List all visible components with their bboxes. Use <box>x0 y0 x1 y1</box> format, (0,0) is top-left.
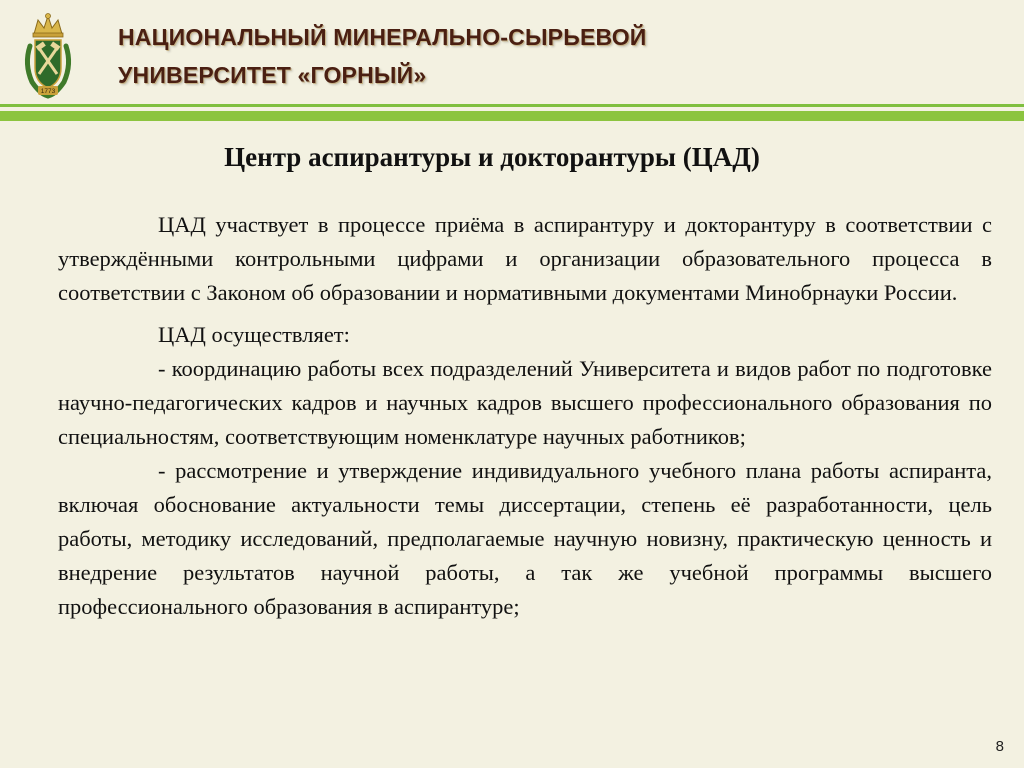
list-item-coordination: - координацию работы всех подразделений Университета и видов работ по подготовке научно-педагогических кадров и научных кадров высшего профессионального образования по специальностям, соответствующим номенклатуре научных работников; <box>58 356 992 449</box>
list-item-study-plan: - рассмотрение и утверждение индивидуального учебного плана работы аспиранта, включая обоснование актуальности темы диссертации, степень её разработанности, цель работы, методику исследований, предполагаемые научную новизну, практическую ценность и внедрение результатов научной работы, а так же учебной программы высшего профессионального образования в аспирантуре; <box>58 458 992 619</box>
paragraph-functions-heading: ЦАД осуществляет: <box>158 322 350 347</box>
paragraph-intro: ЦАД участвует в процессе приёма в аспирантуру и докторантуру в соответствии с утверждёнными контрольными цифрами и организации образовательного процесса в соответствии с Законом об образовании и нормативными документами Минобрнауки России. <box>58 212 992 305</box>
slide-header <box>0 0 1024 110</box>
header-divider-thick <box>0 111 1024 121</box>
slide-number: 8 <box>995 738 1004 755</box>
slide-title: Центр аспирантуры и докторантуры (ЦАД) <box>224 142 760 172</box>
header-divider-thin <box>0 104 1024 107</box>
mining-emblem-icon <box>20 12 76 100</box>
university-name-line-2: УНИВЕРСИТЕТ «ГОРНЫЙ» <box>118 62 427 88</box>
university-name-line-1: НАЦИОНАЛЬНЫЙ МИНЕРАЛЬНО-СЫРЬЕВОЙ <box>118 24 647 50</box>
svg-text:1773: 1773 <box>40 88 56 95</box>
slide-body <box>58 208 992 624</box>
